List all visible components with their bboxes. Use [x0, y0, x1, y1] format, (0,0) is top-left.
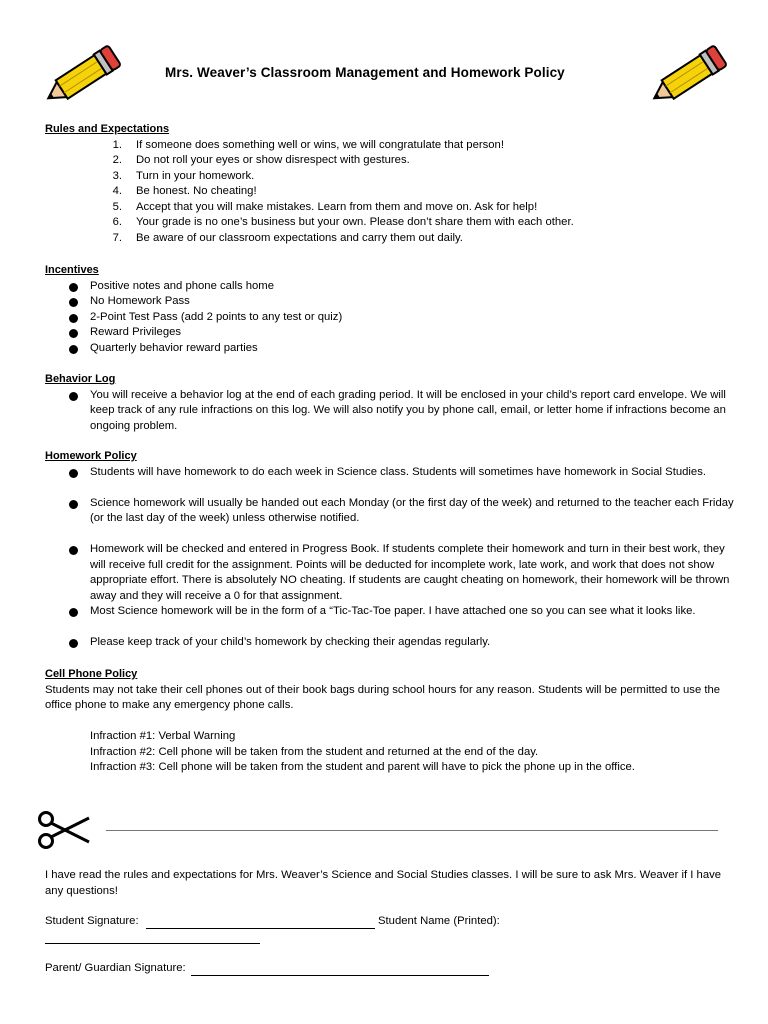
list-item — [45, 310, 735, 326]
item-text: Do not roll your eyes or show disrespect with gestures. — [136, 154, 410, 166]
item-text: Reward Privileges — [90, 326, 182, 338]
list-item — [45, 294, 735, 310]
item-number: 2. — [112, 154, 122, 166]
rules-section — [45, 122, 735, 246]
homework-heading: Homework Policy — [45, 450, 137, 462]
behavior-log-heading: Behavior Log — [45, 373, 116, 385]
item-text: Be aware of our classroom expectations and carry them out daily. — [136, 231, 463, 244]
item-text: Homework will be checked and entered in Progress Book. If students complete their homework and turn in their best work, they will receive full credit for the assignment. Points will be deducted for incomplete work, late work, and work that does not show appropriate effort. There is absolutely NO cheating. If students are caught cheating on homework, their homework will be thrown away and they will receive a 0 for that assignment. — [90, 543, 730, 602]
item-text: Science homework will usually be handed out each Monday (or the first day of the week) and returned to the teacher each Friday (or the last day of the week) unless otherwise notified. — [90, 496, 734, 524]
bullet-icon — [69, 314, 78, 323]
bullet-icon — [69, 639, 78, 648]
rules-list — [45, 138, 735, 247]
list-item — [45, 215, 735, 231]
cell-phone-heading: Cell Phone Policy — [45, 668, 138, 680]
list-item — [45, 184, 735, 200]
item-text: If someone does something well or wins, we will congratulate that person! — [136, 138, 504, 151]
scissors-icon — [37, 808, 93, 852]
homework-list — [45, 465, 735, 651]
pencil-icon-left — [36, 44, 126, 110]
bullet-icon — [69, 298, 78, 307]
item-text: Students will have homework to do each week in Science class. Students will sometimes have homework in Social Studies. — [90, 465, 706, 478]
list-item — [45, 604, 735, 620]
list-item — [45, 231, 735, 247]
item-text: You will receive a behavior log at the end of each grading period. It will be enclosed in your child’s report card envelope. We will keep track of any rule infractions on this log. We will also notify you by phone call, email, or letter home if infractions become an ongoing problem. — [90, 388, 726, 432]
bullet-icon — [69, 500, 78, 509]
list-item — [45, 465, 735, 481]
acknowledgement-statement: I have read the rules and expectations for Mrs. Weaver’s Science and Social Studies classes. I will be sure to ask Mrs. Weaver if I have any questions! — [45, 869, 722, 897]
pencil-icon-right — [642, 44, 732, 110]
cell-phone-section — [45, 667, 735, 776]
item-text: Your grade is no one’s business but your own. Please don’t share them with each other. — [136, 216, 574, 228]
item-number: 5. — [112, 200, 122, 213]
item-number: 1. — [112, 138, 122, 151]
incentives-section — [45, 263, 735, 356]
item-text: 2-Point Test Pass (add 2 points to any test or quiz) — [90, 310, 343, 323]
infraction-line: Infraction #2: Cell phone will be taken from the student and returned at the end of the day. — [90, 745, 539, 758]
bullet-icon — [69, 345, 78, 354]
item-number: 7. — [112, 231, 122, 244]
item-text: Quarterly behavior reward parties — [90, 341, 258, 354]
list-item — [45, 200, 735, 216]
behavior-log-list — [45, 388, 735, 435]
bullet-icon — [69, 469, 78, 478]
parent-signature-field[interactable] — [191, 975, 489, 976]
incentives-list — [45, 279, 735, 357]
list-item — [45, 341, 735, 357]
parent-signature-label: Parent/ Guardian Signature: — [45, 962, 186, 974]
list-item — [45, 325, 735, 341]
item-number: 4. — [112, 185, 122, 197]
page-title: Mrs. Weaver’s Classroom Management and Homework Policy — [165, 65, 565, 80]
bullet-icon — [69, 329, 78, 338]
list-item — [45, 388, 735, 435]
list-item — [45, 138, 735, 154]
incentives-heading: Incentives — [45, 264, 99, 276]
rules-heading: Rules and Expectations — [45, 123, 170, 135]
item-number: 6. — [112, 216, 122, 228]
behavior-log-section — [45, 372, 735, 434]
homework-section — [45, 449, 735, 651]
item-text: Turn in your homework. — [136, 169, 255, 182]
item-text: Positive notes and phone calls home — [90, 279, 275, 292]
item-text: Accept that you will make mistakes. Learn from them and move on. Ask for help! — [136, 200, 538, 213]
list-item — [45, 169, 735, 185]
list-item — [45, 542, 735, 604]
item-number: 3. — [112, 169, 122, 182]
bullet-icon — [69, 392, 78, 401]
list-item — [45, 153, 735, 169]
student-signature-field[interactable] — [146, 928, 375, 929]
item-text: Please keep track of your child’s homework by checking their agendas regularly. — [90, 636, 491, 648]
cut-line — [106, 830, 718, 831]
infraction-line: Infraction #3: Cell phone will be taken from the student and parent will have to pick the phone up in the office. — [90, 761, 635, 773]
list-item — [45, 496, 735, 527]
list-item — [45, 635, 735, 651]
item-text: Most Science homework will be in the form of a “Tic-Tac-Toe paper. I have attached one so you can see what it looks like. — [90, 605, 696, 617]
item-text: Be honest. No cheating! — [136, 185, 257, 197]
bullet-icon — [69, 546, 78, 555]
bullet-icon — [69, 608, 78, 617]
cell-phone-intro: Students may not take their cell phones out of their book bags during school hours for any reason. Students will be permitted to use the office phone to make any emergency phone calls. — [45, 683, 721, 711]
student-name-field[interactable] — [45, 943, 260, 944]
list-item — [45, 279, 735, 295]
infraction-line: Infraction #1: Verbal Warning — [90, 730, 236, 742]
item-text: No Homework Pass — [90, 295, 190, 307]
bullet-icon — [69, 283, 78, 292]
student-signature-label: Student Signature: — [45, 915, 139, 927]
student-name-label: Student Name (Printed): — [378, 915, 500, 927]
